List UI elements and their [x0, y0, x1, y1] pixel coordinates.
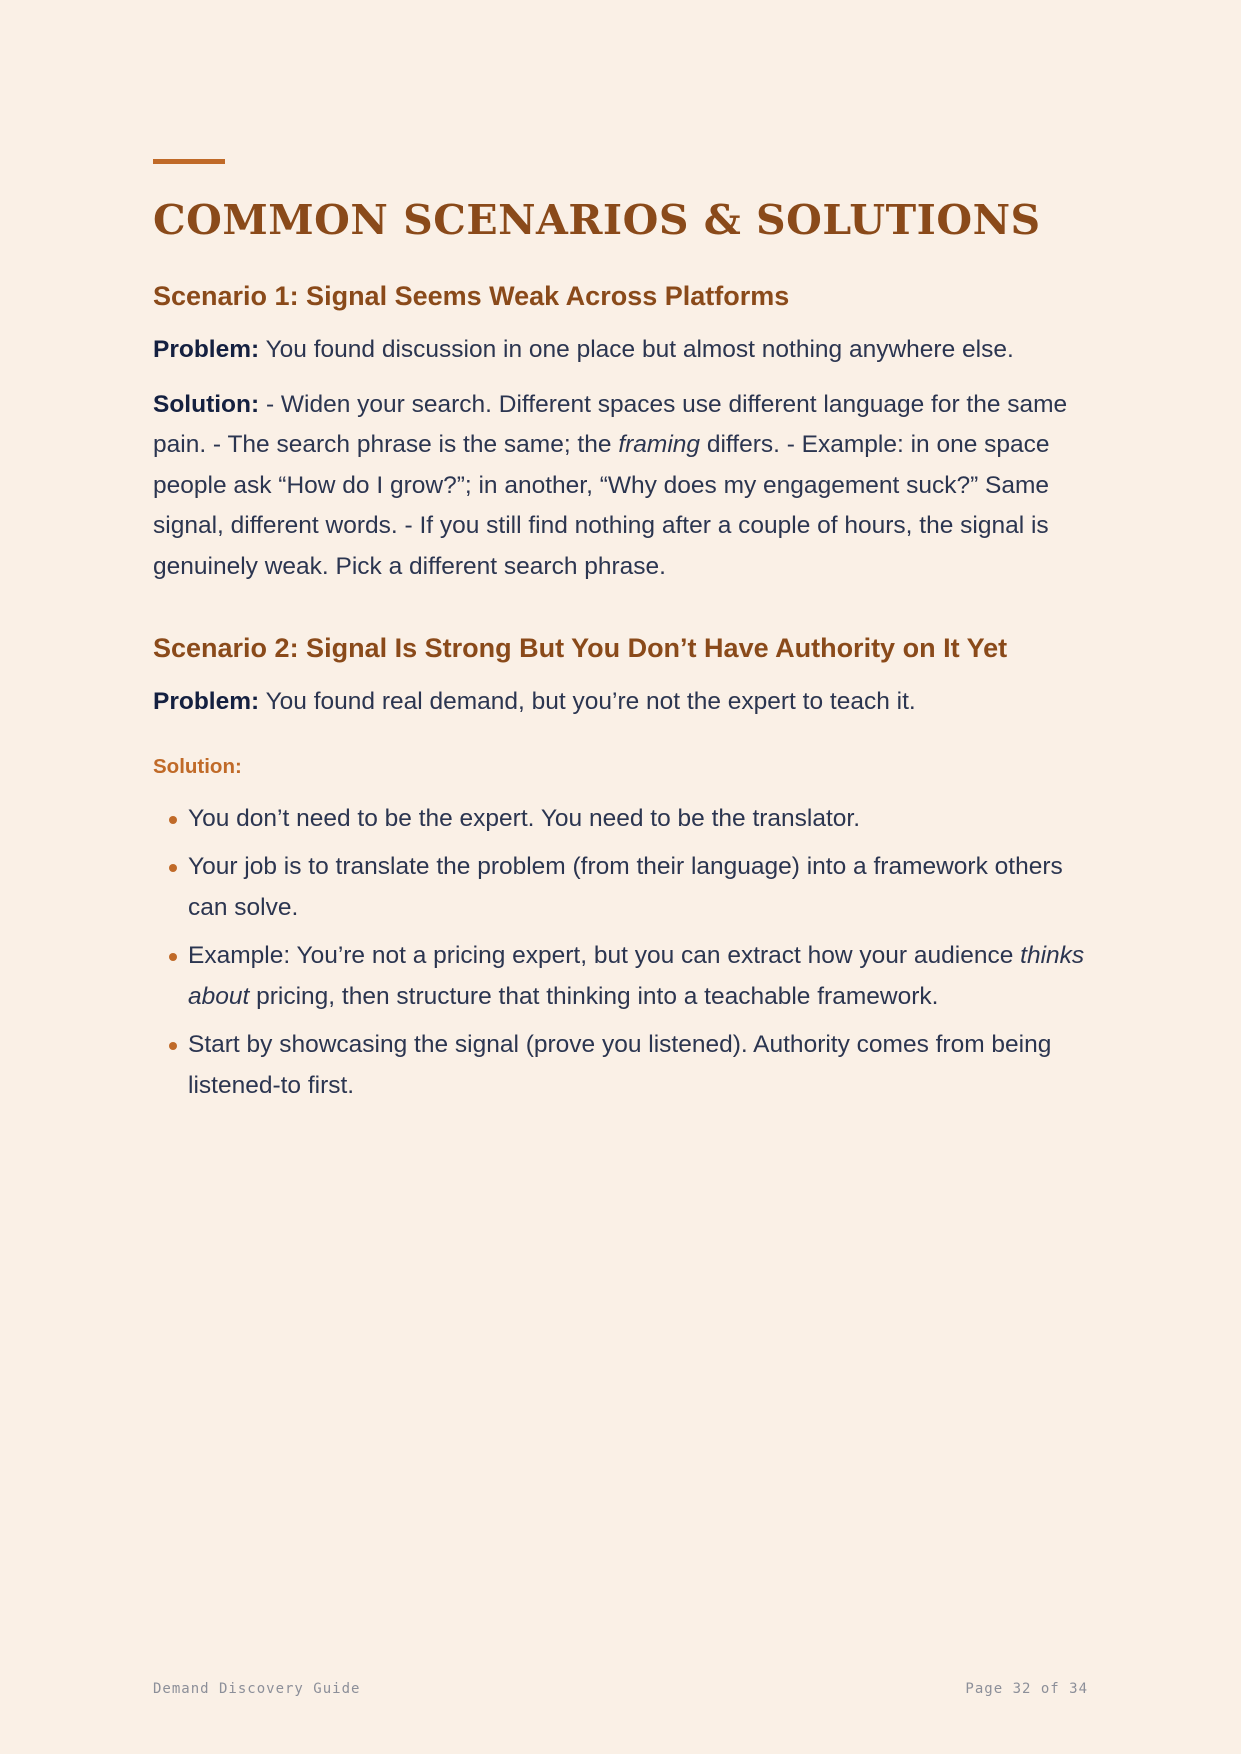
scenario-2-title: Scenario 2: Signal Is Strong But You Don’t Have Authority on It Yet: [153, 633, 1008, 663]
list-item: [153, 936, 1088, 1017]
solution-text-part-1: - Widen your search. Different spaces use different language for the same pain. - The search phrase is the same; the: [153, 390, 1068, 458]
scenario-1-solution: [153, 385, 1088, 588]
scenario-1-title: Scenario 1: Signal Seems Weak Across Platforms: [153, 281, 790, 311]
list-item: [153, 847, 1088, 928]
scenario-2-solution-label: Solution:: [153, 754, 242, 778]
page-title: COMMON SCENARIOS & SOLUTIONS: [153, 196, 1041, 244]
scenario-2-problem: [153, 682, 1088, 723]
bullet-dot-icon: [169, 816, 177, 824]
title-accent-bar: [153, 159, 225, 164]
problem-text: You found discussion in one place but almost nothing anywhere else.: [265, 336, 1014, 363]
problem-label: Problem:: [153, 688, 260, 715]
bullet-dot-icon: [169, 1042, 177, 1050]
bullet-text-part-2: pricing, then structure that thinking into a teachable framework.: [256, 982, 939, 1010]
bullet-text: Start by showcasing the signal (prove you listened). Authority comes from being listened-to first.: [188, 1031, 1052, 1099]
problem-label: Problem:: [153, 336, 260, 363]
bullet-dot-icon: [169, 953, 177, 961]
main-content: [153, 278, 1088, 1114]
problem-text: You found real demand, but you’re not the expert to teach it.: [265, 688, 916, 715]
solution-bullet-list: [153, 799, 1088, 1107]
bullet-emphasis: thinks about: [188, 942, 1085, 1010]
bullet-text-part-1: Example: You’re not a pricing expert, but you can extract how your audience: [188, 942, 1014, 969]
solution-text-part-2: differs. - Example: in one space people ask “How do I grow?”; in another, “Why does my engagement suck?” Same signal, different words. - If you still find nothing after a couple of hours, the signal is genuinely weak. Pick a different search phrase.: [153, 431, 1050, 580]
list-item: [153, 1025, 1088, 1106]
list-item: [153, 799, 1088, 840]
solution-emphasis: framing: [618, 431, 701, 458]
footer-guide-name: Demand Discovery Guide: [153, 1681, 361, 1697]
footer-page-number: Page 32 of 34: [965, 1681, 1088, 1697]
solution-label: Solution:: [153, 390, 260, 418]
scenario-1-problem: [153, 330, 1088, 371]
bullet-dot-icon: [169, 864, 177, 872]
bullet-text: Your job is to translate the problem (from their language) into a framework others can solve.: [188, 853, 1063, 921]
bullet-text: You don’t need to be the expert. You need to be the translator.: [188, 804, 861, 832]
